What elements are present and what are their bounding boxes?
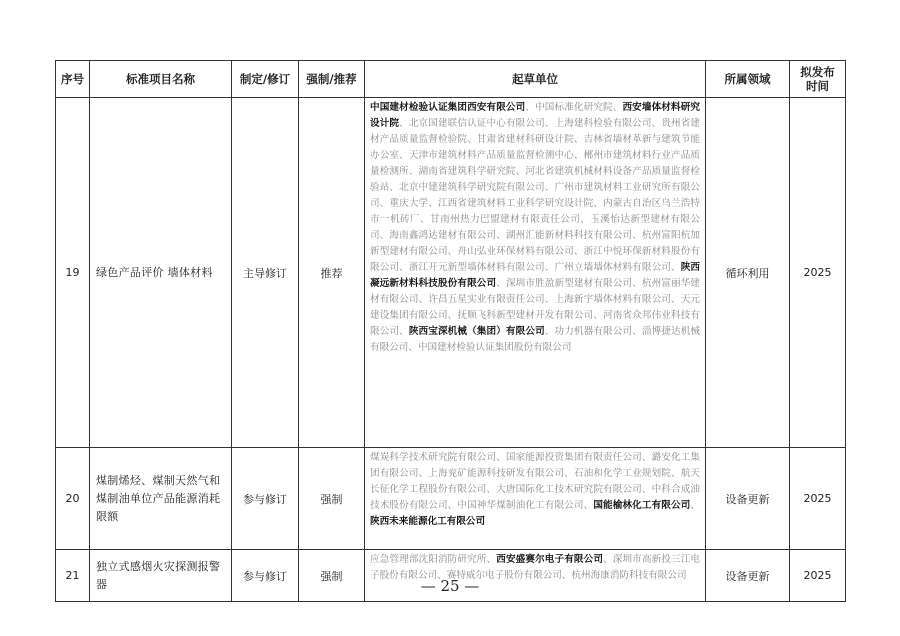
drafting-units-text [370, 100, 700, 356]
drafting-units-text [370, 450, 700, 530]
row-domain: 设备更新 [706, 448, 790, 550]
header-row [56, 61, 846, 98]
header-domain: 所属领域 [706, 61, 790, 98]
row-type: 参与修订 [232, 550, 299, 602]
row-units [365, 98, 706, 448]
header-type: 制定/修订 [232, 61, 299, 98]
unit-text-segment: 、深圳市高新投三江电子股份有限公司、赛特威尔电子股份有限公司、杭州海康消防科技有限公司 [370, 554, 701, 581]
row-standard-name: 独立式感烟火灾探测报警器 [90, 550, 232, 602]
header-name: 标准项目名称 [90, 61, 232, 98]
row-domain: 循环利用 [706, 98, 790, 448]
row-force: 强制 [299, 550, 365, 602]
header-force: 强制/推荐 [299, 61, 365, 98]
header-units: 起草单位 [365, 61, 706, 98]
unit-text-segment: 、 [690, 500, 701, 511]
highlighted-unit: 中国建材检验认证集团西安有限公司 [370, 102, 526, 113]
row-force: 强制 [299, 448, 365, 550]
table-row [56, 448, 846, 550]
header-seq: 序号 [56, 61, 90, 98]
highlighted-unit: 西安盛赛尔电子有限公司 [496, 554, 604, 565]
row-year: 2025 [790, 550, 846, 602]
highlighted-unit: 国能榆林化工有限公司 [593, 500, 691, 511]
header-year: 拟发布时间 [790, 61, 846, 98]
row-seq: 21 [56, 550, 90, 602]
row-domain: 设备更新 [706, 550, 790, 602]
table-row [56, 98, 846, 448]
row-year: 2025 [790, 448, 846, 550]
unit-text-segment: 、北京国建联信认证中心有限公司、上海建科检验有限公司、贵州省建材产品质量监督检验院、甘肃省建材科研设计院、吉林省墙材革新与建筑节能办公室、天津市建筑材料产品质量监督检测中心、郴州市建筑材料行业产品质量检测所、湖南省建筑科学研究院、河北省建筑机械材料设备产品质量监督检验站、北京中建建筑科学研究院有限公司、广州市建筑材料工业研究所有限公司、重庆大学、江西省建筑材料工业科学研究设计院、内蒙古自治区乌兰浩特市一机砖厂、甘南州热力巴盟建材有限责任公司、玉溪怡达新型建材有限公司、海南鑫鸿达建材有限公司、湖州汇能新材料科技有限公司、杭州富阳杭加新型建材有限公司、舟山弘业环保材料有限公司、浙江中悦环保新材料股份有限公司、浙江开元新型墙体材料有限公司、广州立墙墙体材料有限公司、 [370, 118, 701, 273]
row-force: 推荐 [299, 98, 365, 448]
highlighted-unit: 陕西未来能源化工有限公司 [370, 516, 486, 527]
row-units [365, 448, 706, 550]
highlighted-unit: 陕西宝深机械（集团）有限公司 [408, 326, 545, 337]
row-year: 2025 [790, 98, 846, 448]
row-seq: 20 [56, 448, 90, 550]
unit-text-segment: 、深圳市胜盈新型建材有限公司、杭州富丽华建材有限公司、许昌五星实业有限责任公司、上海新宇墙体材料有限公司、天元建设集团有限公司、抚顺飞科新型建材开发有限公司、河南省众邦伟业科技有限公司、 [370, 278, 701, 337]
row-standard-name: 煤制烯烃、煤制天然气和煤制油单位产品能源消耗限额 [90, 448, 232, 550]
highlighted-unit: 西安墙体材料研究设计院 [370, 102, 701, 129]
row-seq: 19 [56, 98, 90, 448]
unit-text-segment: 、中国标准化研究院、 [525, 102, 623, 113]
page-number: — 25 — [420, 577, 480, 595]
unit-text-segment: 、功力机器有限公司、淄博捷达机械有限公司、中国建材检验认证集团股份有限公司 [370, 326, 701, 353]
highlighted-unit: 陕西凝远新材料科技股份有限公司 [370, 262, 701, 289]
standards-table [55, 60, 846, 602]
unit-text-segment: 煤炭科学技术研究院有限公司、国家能源投资集团有限责任公司、潞安化工集团有限公司、上海兖矿能源科技研发有限公司、石油和化学工业规划院、航天长征化学工程股份有限公司、大唐国际化工技术研究院有限公司、中科合成油技术股份有限公司、中国神华煤制油化工有限公司、 [370, 452, 700, 511]
unit-text-segment: 应急管理部沈阳消防研究所、 [370, 554, 497, 565]
row-standard-name: 绿色产品评价 墙体材料 [90, 98, 232, 448]
row-type: 主导修订 [232, 98, 299, 448]
row-type: 参与修订 [232, 448, 299, 550]
